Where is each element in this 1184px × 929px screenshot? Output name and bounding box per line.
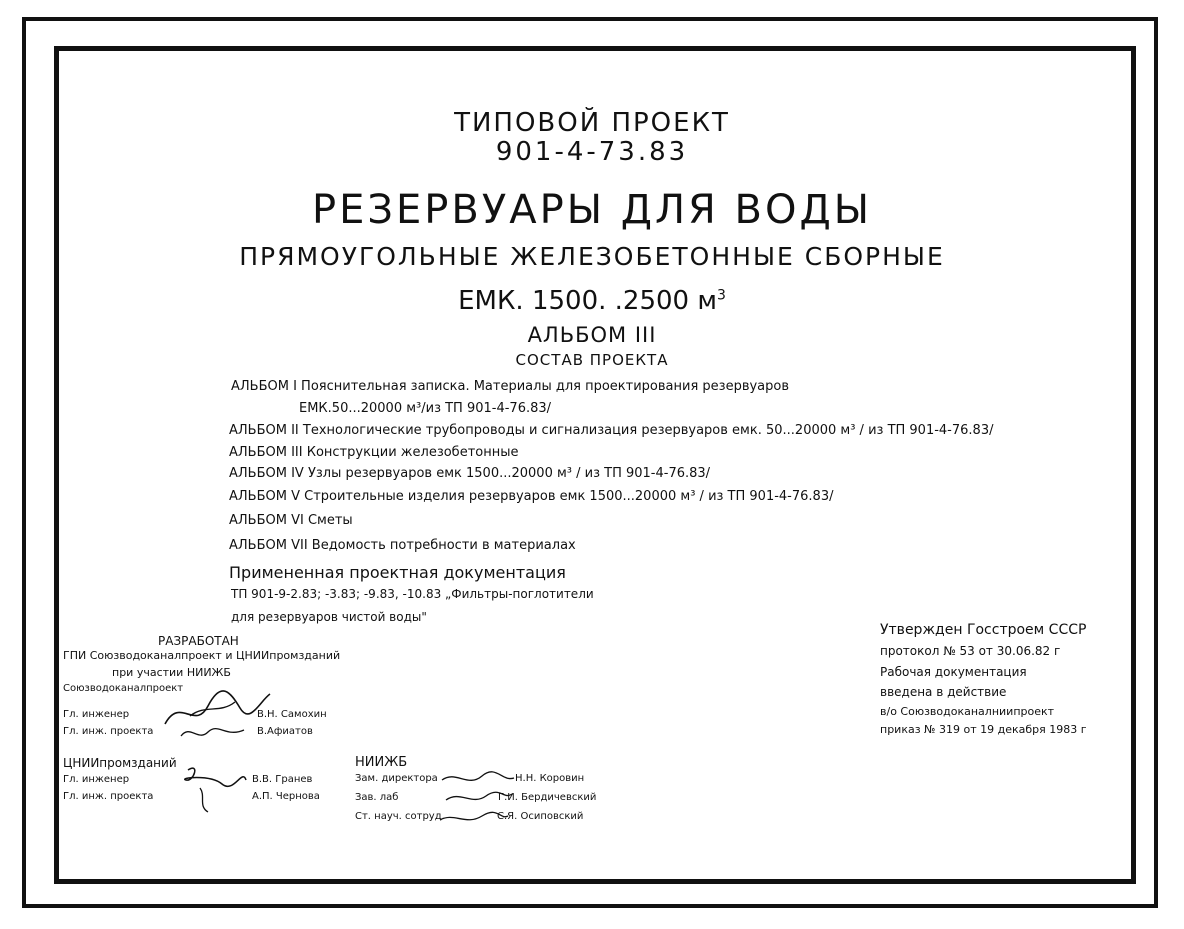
main-title: РЕЗЕРВУАРЫ ДЛЯ ВОДЫ: [311, 187, 873, 233]
org2-lead-role: Гл. инж. проекта: [63, 791, 154, 802]
album-label: АЛЬБОМ III: [527, 323, 657, 347]
subtitle: ПРЯМОУГОЛЬНЫЕ ЖЕЛЕЗОБЕТОННЫЕ СБОРНЫЕ: [239, 242, 945, 271]
capacity-superscript: 3: [716, 287, 726, 304]
album-5: АЛЬБОМ V Строительные изделия резервуаров емк 1500...20000 м³ / из ТП 901-4-76.83/: [229, 489, 834, 504]
org2-lead-name: А.П. Чернова: [252, 791, 320, 802]
org-niizhb: НИИЖБ: [355, 755, 408, 770]
album-2: АЛЬБОМ II Технологические трубопроводы и сигнализация резервуаров емк. 50...20000 м³ / из ТП 901-4-76.83/: [229, 423, 994, 438]
applied-docs-heading: Примененная проектная документация: [229, 563, 566, 582]
album-6: АЛЬБОМ VI Сметы: [229, 513, 353, 528]
lab-head-name: Г.И. Бердичевский: [498, 792, 597, 803]
chief-engineer-name: В.Н. Самохин: [257, 709, 327, 720]
approval-line5: в/о Союзводоканалниипроект: [880, 705, 1055, 718]
deputy-director-role: Зам. директора: [355, 773, 438, 784]
capacity: [0, 288, 1184, 314]
signature-project-lead: [178, 722, 248, 744]
lab-head-role: Зав. лаб: [355, 792, 399, 803]
album-7: АЛЬБОМ VII Ведомость потребности в материалах: [229, 538, 576, 553]
album-3: АЛЬБОМ III Конструкции железобетонные: [229, 445, 519, 460]
developer-heading: РАЗРАБОТАН: [158, 634, 239, 648]
project-number: 901-4-73.83: [495, 137, 689, 167]
project-composition-heading: СОСТАВ ПРОЕКТА: [515, 351, 669, 369]
senior-researcher-role: Ст. науч. сотруд.: [355, 811, 445, 822]
approval-line2: протокол № 53 от 30.06.82 г: [880, 644, 1061, 658]
signature-org2: [180, 762, 250, 814]
approval-line3: Рабочая документация: [880, 665, 1027, 679]
applied-docs-line1: ТП 901-9-2.83; -3.83; -9.83, -10.83 „Фильтры-поглотители: [231, 587, 594, 601]
senior-researcher-name: С.Я. Осиповский: [497, 811, 584, 822]
project-type: ТИПОВОЙ ПРОЕКТ: [454, 108, 730, 138]
approval-line1: Утвержден Госстроем СССР: [880, 622, 1087, 638]
signature-niizhb: [438, 768, 516, 830]
approval-line6: приказ № 319 от 19 декабря 1983 г: [880, 723, 1087, 736]
album-1-line1: АЛЬБОМ I Пояснительная записка. Материалы для проектирования резервуаров: [231, 379, 790, 394]
chief-engineer-role: Гл. инженер: [63, 709, 130, 720]
org2-engineer-name: В.В. Гранев: [252, 774, 313, 785]
approval-line4: введена в действие: [880, 685, 1007, 699]
project-lead-name: В.Афиатов: [257, 726, 313, 737]
inner-frame: [54, 46, 1136, 884]
developer-line1: ГПИ Союзводоканалпроект и ЦНИИпромзданий: [63, 649, 341, 662]
capacity-text: ЕМК. 1500. .2500 м: [458, 286, 717, 316]
org-soyuzvodokanalproekt: Союзводоканалпроект: [63, 683, 184, 694]
project-lead-role: Гл. инж. проекта: [63, 726, 154, 737]
developer-line2: при участии НИИЖБ: [112, 666, 231, 679]
album-4: АЛЬБОМ IV Узлы резервуаров емк 1500...20000 м³ / из ТП 901-4-76.83/: [229, 466, 711, 481]
applied-docs-line2: для резервуаров чистой воды": [231, 610, 427, 624]
deputy-director-name: Н.Н. Коровин: [515, 773, 585, 784]
org-tsniipromzdaniy: ЦНИИпромзданий: [63, 756, 177, 770]
org2-engineer-role: Гл. инженер: [63, 774, 130, 785]
album-1-line2: ЕМК.50...20000 м³/из ТП 901-4-76.83/: [299, 401, 552, 416]
